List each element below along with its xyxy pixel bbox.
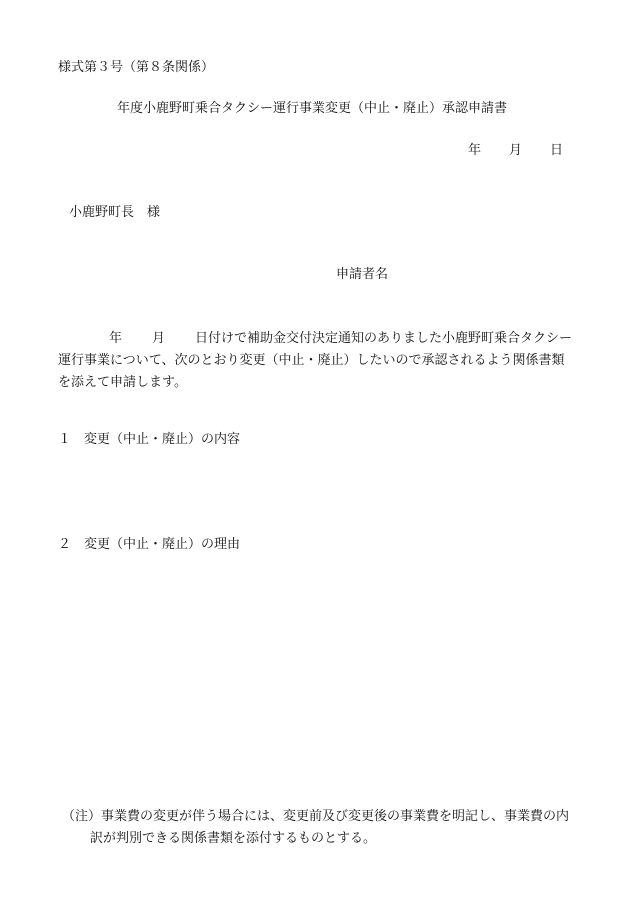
date-month-label: 月 (509, 143, 523, 158)
applicant-label: 申請者名 (336, 267, 389, 282)
addressee: 小鹿野町長 様 (69, 205, 161, 220)
date-day-label: 日 (550, 143, 564, 158)
form-number: 様式第３号（第８条関係） (58, 60, 215, 75)
document-title: 年度小鹿野町乗合タクシー運行事業変更（中止・廃止）承認申請書 (117, 101, 508, 116)
section-reason-heading (58, 538, 240, 551)
body-year-label: 年 (109, 331, 123, 346)
footnote-line-2: 訳が判別できる関係書類を添付するものとする。 (90, 831, 377, 846)
footnote-line-1: （注）事業費の変更が伴う場合には、変更前及び変更後の事業費を明記し、事業費の内 (62, 809, 570, 824)
section-label: 変更（中止・廃止）の理由 (84, 537, 241, 552)
body-line-1 (58, 328, 588, 350)
body-line-2: 運行事業について、次のとおり変更（中止・廃止）したいので承認されるよう関係書類 (58, 353, 565, 368)
body-line-3: を添えて申請します。 (58, 375, 187, 390)
section-content-heading (58, 433, 240, 446)
footnote (62, 806, 592, 850)
section-label: 変更（中止・廃止）の内容 (84, 432, 241, 447)
section-number: １ (58, 432, 72, 447)
date-line (468, 144, 563, 157)
date-year-label: 年 (468, 143, 482, 158)
section-number: ２ (58, 537, 72, 552)
body-paragraph (58, 328, 588, 394)
body-line-1-text: 日付けで補助金交付決定通知のありました小鹿野町乗合タクシー (195, 331, 573, 346)
body-month-label: 月 (152, 331, 166, 346)
